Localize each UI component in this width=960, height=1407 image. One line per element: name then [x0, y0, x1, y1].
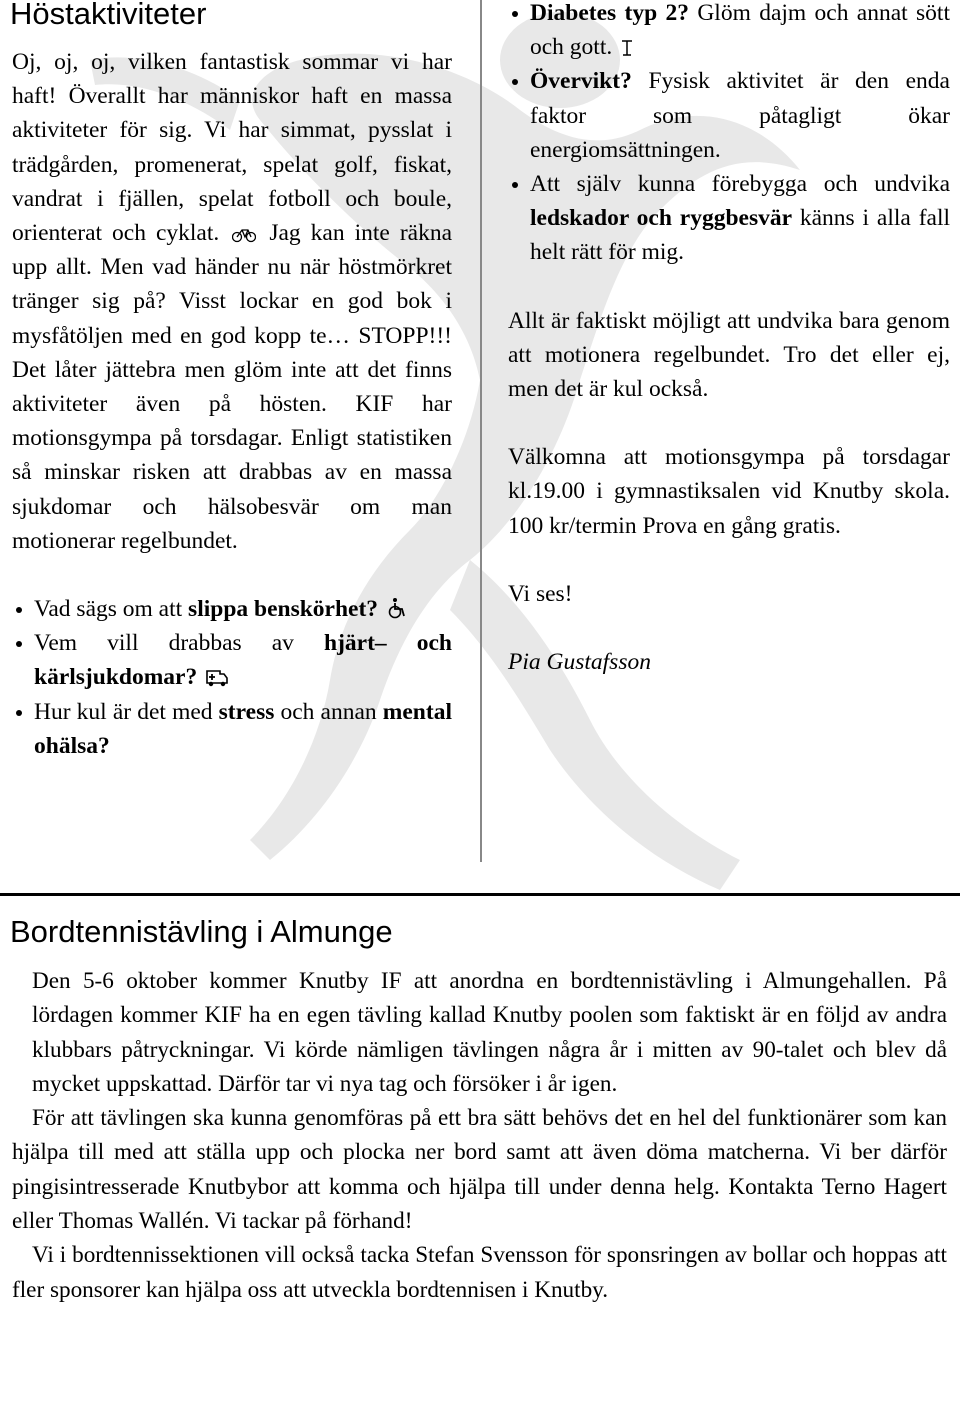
ambulance-icon [206, 669, 228, 687]
list-item: Övervikt? Fysisk aktivitet är den enda faktor som påtagligt ökar energiomsättningen. [508, 64, 950, 167]
article-title-bordtennis: Bordtennistävling i Almunge [10, 914, 393, 949]
list-item: Hur kul är det med stress och annan mental ohälsa? [12, 695, 452, 763]
intro-text-1: Oj, oj, oj, vilken fantastisk sommar vi har haft! Överallt har människor haft en massa aktiviteter för sig. Vi har simmat, pysslat i trädgården, promenerat, spelat golf, fiskat, vandrat i fjällen, spelat fotboll och boule, orienterat och cyklat. [12, 49, 452, 247]
intro-paragraph [12, 45, 452, 558]
list-item: Vem vill drabbas av hjärt– och kärlsjukdomar? [12, 626, 452, 694]
section-rule [0, 893, 960, 896]
health-bullets-left [12, 592, 452, 763]
wheelchair-icon [387, 597, 407, 619]
list-item: Diabetes typ 2? Glöm dajm och annat sött och gott. [508, 0, 950, 64]
intro-text-2: Jag kan inte räkna upp allt. Men vad händer nu när höstmörkret tränger sig på? Visst lockar en god bok i mysfåtöljen med en god kopp te… STOPP!!! Det låter jättebra men glöm inte att det finns aktiviteter även på hösten. KIF har motionsgympa på torsdagar. Enligt statistiken så minskar risken att drabbas av en massa sjukdomar och hälsobesvär om man motionerar regelbundet. [12, 220, 453, 554]
list-item: Att själv kunna förebygga och undvika ledskador och ryggbesvär känns i alla fall helt rätt för mig. [508, 167, 950, 270]
bicycle-icon [232, 227, 256, 243]
column-divider [480, 0, 482, 862]
paragraph-motion: Allt är faktiskt möjligt att undvika bara genom att motionera regelbundet. Tro det eller ej, men det är kul också. [508, 307, 950, 403]
right-column [508, 0, 950, 679]
left-column [12, 45, 452, 763]
article-paragraph: Vi i bordtennissektionen vill också tacka Stefan Svensson för sponsringen av bollar och hoppas att fler sponsorer kan hjälpa oss att utveckla bordtennisen i Knutby. [12, 1242, 947, 1303]
list-item: Vad sägs om att slippa benskörhet? [12, 592, 452, 626]
author-signature: Pia Gustafsson [508, 649, 651, 676]
paragraph-welcome: Välkomna att motionsgympa på torsdagar kl.19.00 i gymnastiksalen vid Knutby skola. 100 kr/termin Prova en gång gratis. [508, 444, 950, 539]
bordtennis-article-body [12, 964, 947, 1307]
article-paragraph: Den 5-6 oktober kommer Knutby IF att anordna en bordtennistävling i Almungehallen. På lördagen kommer KIF ha en egen tävling kallad Knutby poolen som faktiskt är en följd av andra klubbars påtryckningar. Vi körde nämligen tävlingen några år i mitten av 90-talet och blev då mycket uppskattad. Därför tar vi nya tag och försöker i år igen. [32, 968, 947, 1097]
closing-text: Vi ses! [508, 580, 573, 607]
cocktail-glass-icon [621, 39, 633, 57]
health-bullets-right [508, 0, 950, 270]
article-title-hostaktiviteter: Höstaktiviteter [10, 0, 207, 31]
article-paragraph: För att tävlingen ska kunna genomföras på ett bra sätt behövs det en hel del funktionärer som kan hjälpa till med att ställa upp och plocka ner bord samt att även döma matcherna. Vi ber därför pingisintresserade Knutbybor att komma och hjälpa till under denna helg. Kontakta Terno Hagert eller Thomas Wallén. Vi tackar på förhand! [12, 1105, 947, 1235]
